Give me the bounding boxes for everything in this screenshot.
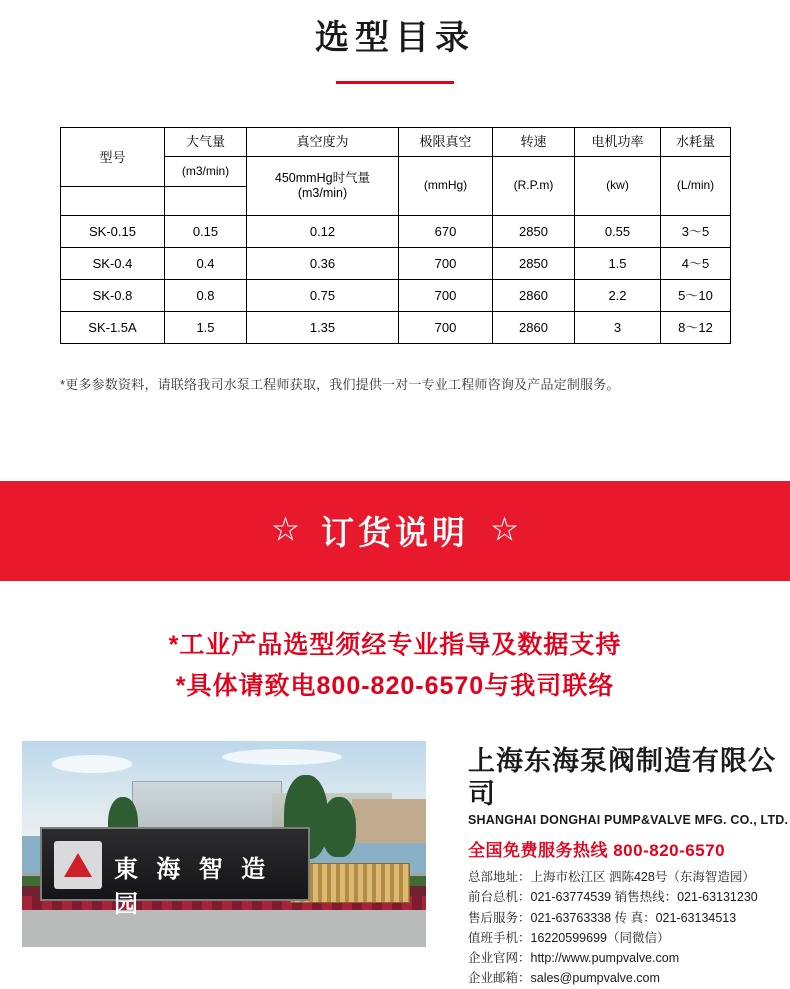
spec-table-body [61,215,731,343]
header-row-1 [61,127,731,156]
photo-tree [322,797,356,857]
vacuum-subheader-line1: 450mmHg时气量 [274,171,371,186]
contact-after-sales: 售后服务：021-63763338 传 真：021-63134513 [468,910,737,925]
unit-atmospheric-2 [165,186,247,215]
notice-line-1: *工业产品选型须经专业指导及数据支持 [168,630,622,659]
cell-model: SK-0.8 [61,279,165,311]
cell-model: SK-0.4 [61,247,165,279]
header-rpm: 转速 [493,127,575,156]
company-name-cn: 上海东海泵阀制造有限公司 [468,746,776,809]
cell-water: 3～5 [661,215,731,247]
spec-table-head [61,127,731,215]
title-underline [336,81,454,84]
unit-ultimate-vacuum: (mmHg) [399,156,493,215]
spec-table-wrapper [60,127,730,344]
spec-table [60,127,731,344]
cell-water: 8～12 [661,311,731,343]
cell-ultimate: 700 [399,311,493,343]
header-atmospheric: 大气量 [165,127,247,156]
vacuum-subheader-line2: (m3/min) [297,185,348,200]
unit-water-consumption: (L/min) [661,156,731,215]
cell-model: SK-1.5A [61,311,165,343]
cell-vac: 0.12 [247,215,399,247]
cell-vac: 0.36 [247,247,399,279]
unit-rpm: (R.P.m) [493,156,575,215]
cell-atm: 0.15 [165,215,247,247]
contact-list [468,867,790,989]
cell-power: 3 [575,311,661,343]
cell-water: 5～10 [661,279,731,311]
contact-front-desk: 前台总机：021-63774539 销售热线：021-63131230 [468,890,758,905]
table-row [61,311,731,343]
cell-power: 1.5 [575,247,661,279]
cell-rpm: 2850 [493,247,575,279]
cell-rpm: 2860 [493,311,575,343]
photo-sign-stone [40,827,310,919]
table-row [61,247,731,279]
hotline: 全国免费服务热线 800-820-6570 [468,841,726,861]
cell-atm: 1.5 [165,311,247,343]
cell-model: SK-0.15 [61,215,165,247]
page-title: 选型目录 [315,19,475,57]
header-motor-power: 电机功率 [575,127,661,156]
banner-inner [272,507,518,554]
contact-website[interactable]: 企业官网：http://www.pumpvalve.com [468,951,680,966]
contact-address: 总部地址：上海市松江区 泗陈428号（东海智造园） [468,870,755,885]
company-logo-icon [54,841,102,889]
header-vacuum: 真空度为 [247,127,399,156]
vacuum-subheader [247,156,399,215]
company-info [426,741,790,988]
header-water-consumption: 水耗量 [661,127,731,156]
logo-triangle-icon [64,853,92,877]
sign-stone-text: 東 海 智 造 园 [114,855,271,919]
table-note: *更多参数资料，请联络我司水泵工程师获取，我们提供一对一专业工程师咨询及产品定制服务。 [60,376,620,392]
cell-atm: 0.8 [165,279,247,311]
photo-building-far [352,799,426,843]
cell-ultimate: 670 [399,215,493,247]
unit-atmospheric: (m3/min) [165,156,247,186]
cell-rpm: 2850 [493,215,575,247]
title-block [0,0,790,84]
cell-power: 0.55 [575,215,661,247]
cell-vac: 1.35 [247,311,399,343]
banner-title: 订货说明 [321,514,469,552]
header-model: 型号 [61,127,165,186]
notice-block [0,625,790,708]
footer [0,741,790,988]
company-name-en: SHANGHAI DONGHAI PUMP&VALVE MFG. CO., LTD. [468,813,789,828]
order-instructions-banner [0,481,790,581]
cell-ultimate: 700 [399,279,493,311]
cell-water: 4～5 [661,247,731,279]
unit-motor-power: (kw) [575,156,661,215]
notice-line-2: *具体请致电800-820-6570与我司联络 [175,672,615,701]
cell-rpm: 2860 [493,279,575,311]
star-right-icon: ☆ [491,515,518,546]
cell-power: 2.2 [575,279,661,311]
table-row [61,279,731,311]
cell-vac: 0.75 [247,279,399,311]
header-ultimate-vacuum: 极限真空 [399,127,493,156]
header-model-spacer [61,186,165,215]
contact-mobile: 值班手机：16220599699（同微信） [468,930,670,945]
contact-email[interactable]: 企业邮箱：sales@pumpvalve.com [468,971,660,986]
cell-ultimate: 700 [399,247,493,279]
table-row [61,215,731,247]
cell-atm: 0.4 [165,247,247,279]
star-left-icon: ☆ [272,515,299,546]
factory-photo [22,741,426,947]
